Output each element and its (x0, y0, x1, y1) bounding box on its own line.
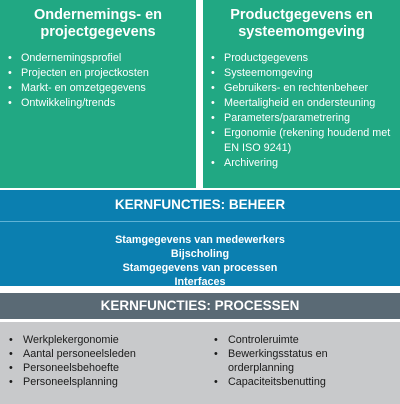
list-item: • Meertaligheid en ondersteuning (211, 96, 396, 111)
list-item: Stamgegevens van processen (122, 262, 278, 274)
core-functions-processes-box (0, 322, 400, 404)
title-line: systeemomgeving (238, 24, 365, 40)
list-item: • Projecten en projectkosten (8, 66, 192, 81)
list-item: • Archivering (211, 156, 396, 171)
processes-left-column (9, 333, 199, 389)
company-project-data-box (0, 0, 196, 188)
title-line: Productgegevens en (230, 7, 373, 23)
list-item: • Markt- en omzetgegevens (8, 81, 192, 96)
processes-right-column (214, 333, 396, 389)
list-item: • Productgegevens (211, 51, 396, 66)
list-item: • Ergonomie (rekening houdend met EN ISO 9241) (211, 126, 396, 156)
management-list (0, 233, 400, 289)
management-title: KERNFUNCTIES: BEHEER (0, 190, 400, 222)
company-project-title (4, 0, 192, 41)
list-item: • Controleruimte (214, 333, 396, 347)
list-item: • Systeemomgeving (211, 66, 396, 81)
list-item: • Parameters/parametrering (211, 111, 396, 126)
list-item: • Werkplekergonomie (9, 333, 199, 347)
list-item: • Bewerkingsstatus en orderplanning (214, 347, 396, 375)
list-item: Bijscholing (170, 248, 230, 260)
list-item: • Aantal personeelsleden (9, 347, 199, 361)
processes-title: KERNFUNCTIES: PROCESSEN (100, 298, 300, 313)
product-system-data-box (203, 0, 400, 188)
product-system-list (203, 51, 400, 171)
list-item: • Personeelsbehoefte (9, 361, 199, 375)
core-functions-management-box (0, 190, 400, 286)
list-item: Stamgegevens van medewerkers (115, 234, 285, 246)
list-item: • Gebruikers- en rechtenbeheer (211, 81, 396, 96)
list-item: • Ontwikkeling/trends (8, 96, 192, 111)
title-line: projectgegevens (40, 24, 156, 40)
list-item: Interfaces (174, 276, 226, 288)
company-project-list (0, 51, 196, 111)
processes-right-list (214, 333, 396, 389)
core-functions-processes-header (0, 293, 400, 319)
product-system-title (207, 0, 396, 41)
list-item: • Ondernemingsprofiel (8, 51, 192, 66)
list-item: • Personeelsplanning (9, 375, 199, 389)
processes-left-list (9, 333, 199, 389)
title-line: Ondernemings- en (33, 7, 163, 23)
list-item: • Capaciteitsbenutting (214, 375, 396, 389)
